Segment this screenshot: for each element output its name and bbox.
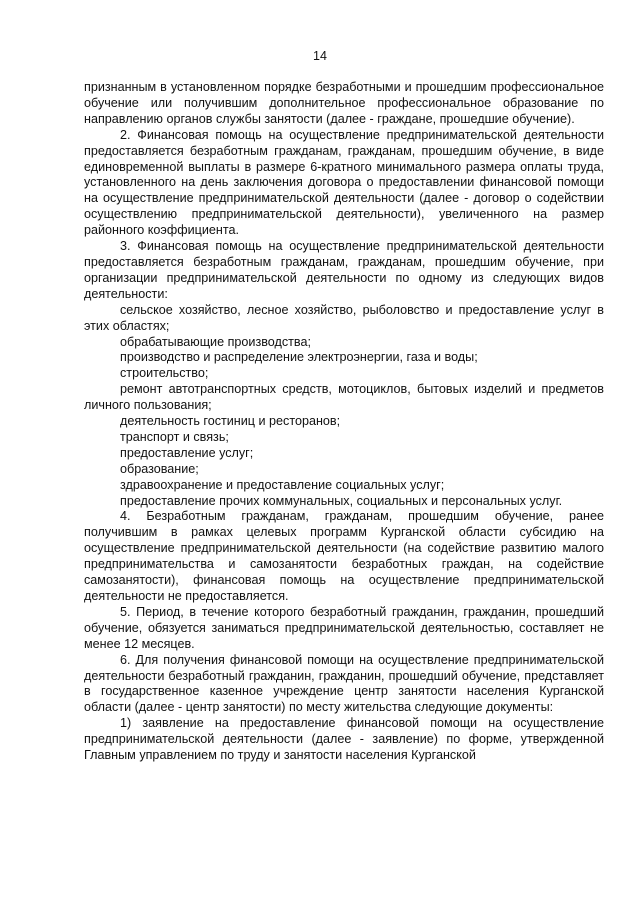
document-body [84, 80, 604, 764]
paragraph: признанным в установленном порядке безработными и прошедшим профессиональное обучение или получившим дополнительное профессиональное образование по направлению органов службы занятости (далее - граждане, прошедшие обучение). [84, 80, 604, 126]
paragraph: 2. Финансовая помощь на осуществление предпринимательской деятельности предоставляется безработным гражданам, гражданам, прошедшим обучение, в виде единовременной выплаты в размере 6-кратного минимального размера оплаты труда, установленного на день заключения договора о предоставлении финансовой помощи на осуществление предпринимательской деятельности (далее - договор о содействии осуществлению предпринимательской деятельности), увеличенного на размер районного коэффициента. [84, 127, 604, 238]
list-item: строительство; [120, 366, 209, 381]
list-item: здравоохранение и предоставление социальных услуг; [120, 477, 445, 492]
paragraph: 4. Безработным гражданам, гражданам, прошедшим обучение, ранее получившим в рамках целевых программ Курганской области субсидию на осуществление предпринимательской деятельности (на содействие развитию малого предпринимательства и самозанятости безработных граждан, на содействие самозанятости), финансовая помощь на осуществление предпринимательской деятельности не предоставляется. [84, 509, 604, 603]
paragraph: 6. Для получения финансовой помощи на осуществление предпринимательской деятельности безработный гражданин, гражданин, прошедший обучение, представляет в государственное казенное учреждение центр занятости населения Курганской области (далее - центр занятости) по месту жительства следующие документы: [84, 652, 604, 715]
list-item: предоставление услуг; [120, 445, 254, 460]
list-item: образование; [120, 461, 199, 476]
paragraph: 1) заявление на предоставление финансовой помощи на осуществление предпринимательской деятельности (далее - заявление) по форме, утвержденной Главным управлением по труду и занятости населения Курганской [84, 716, 604, 763]
list-item: деятельность гостиниц и ресторанов; [120, 414, 341, 429]
list-item: производство и распределение электроэнергии, газа и воды; [120, 350, 478, 365]
list-item: ремонт автотранспортных средств, мотоциклов, бытовых изделий и предметов личного пользования; [84, 382, 604, 413]
list-item: транспорт и связь; [120, 429, 229, 444]
list-item: предоставление прочих коммунальных, социальных и персональных услуг. [120, 493, 563, 508]
page-number: 14 [313, 49, 327, 63]
paragraph: 3. Финансовая помощь на осуществление предпринимательской деятельности предоставляется безработным гражданам, гражданам, прошедшим обучение, при организации предпринимательской деятельности по одному из следующих видов деятельности: [84, 239, 604, 301]
list-item: обрабатывающие производства; [120, 334, 311, 349]
paragraph: 5. Период, в течение которого безработный гражданин, гражданин, прошедший обучение, обязуется заниматься предпринимательской деятельностью, составляет не менее 12 месяцев. [84, 604, 604, 651]
list-item: сельское хозяйство, лесное хозяйство, рыболовство и предоставление услуг в этих областях; [84, 302, 604, 333]
